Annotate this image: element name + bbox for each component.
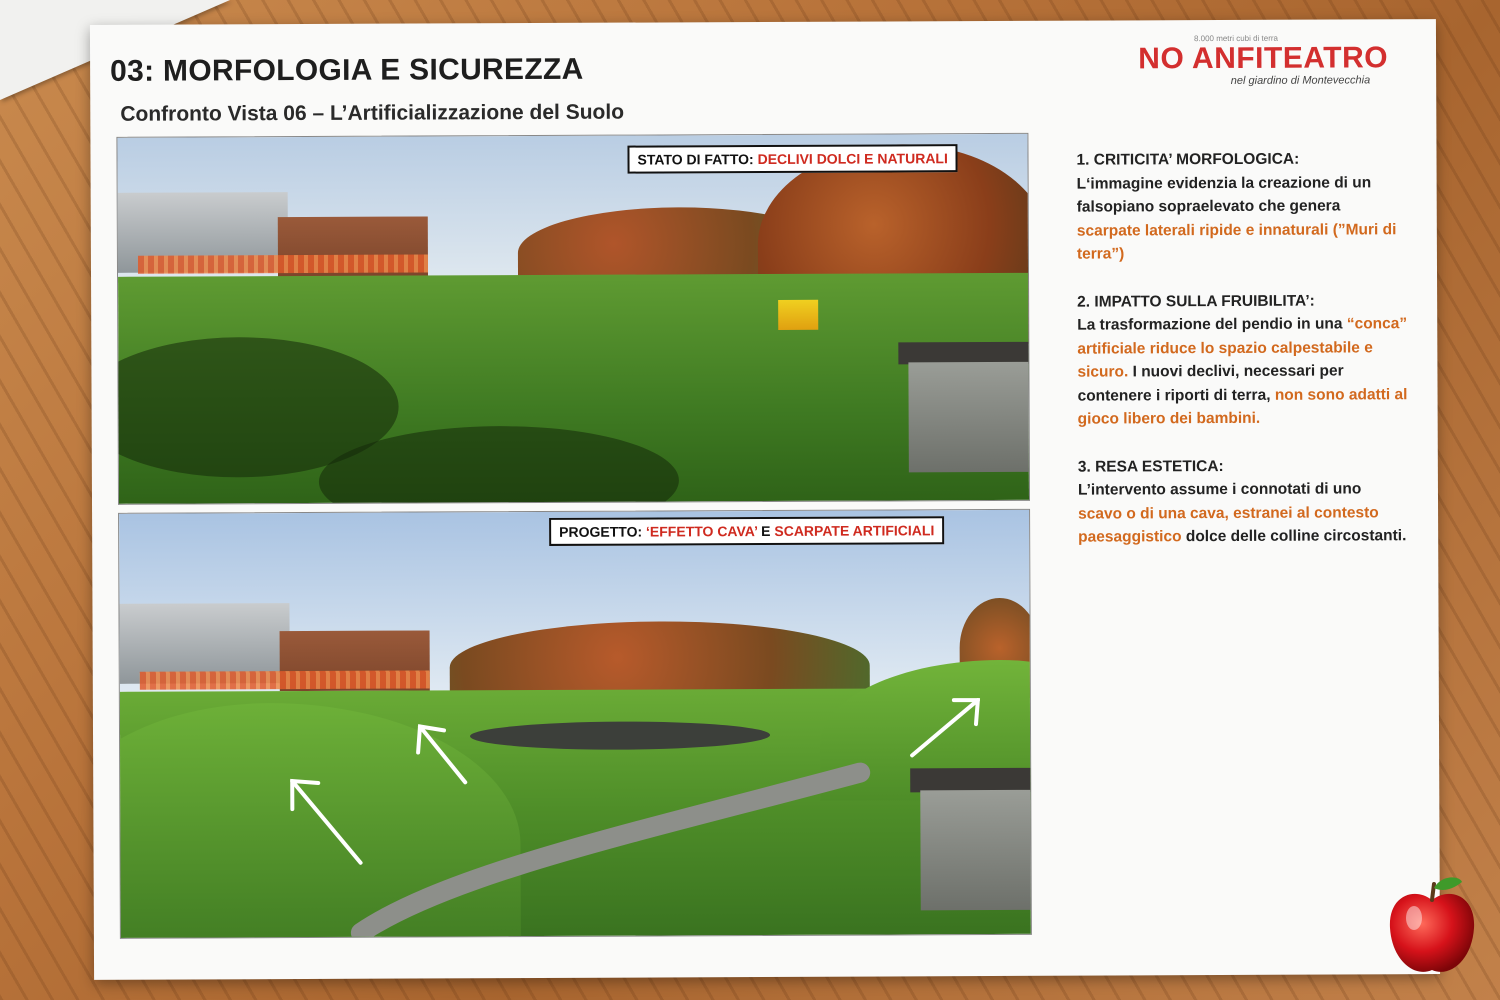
page-subtitle: Confronto Vista 06 – L’Artificializzazione del Suolo xyxy=(120,100,625,126)
note-highlight: scavo o di una cava, estranei al contesto paesaggistico xyxy=(1078,503,1379,546)
label-project xyxy=(549,516,944,546)
note-highlight: non sono adatti al gioco libero dei bambini. xyxy=(1077,385,1408,428)
label-prefix: PROGETTO: xyxy=(559,523,647,540)
photo-current-state xyxy=(116,133,1030,505)
slope-arrows xyxy=(119,510,1031,938)
note-title: 2. IMPATTO SULLA FRUIBILITA’: xyxy=(1077,292,1315,311)
note-impatto xyxy=(1077,289,1408,431)
label-highlight: DECLIVI DOLCI E NATURALI xyxy=(757,150,948,168)
stone-shed xyxy=(908,362,1028,473)
apple-logo-icon xyxy=(1384,872,1480,982)
note-text: L‘immagine evidenzia la creazione di un falsopiano sopraelevato che genera xyxy=(1076,173,1372,216)
label-mid: E xyxy=(757,522,775,540)
label-highlight-slopes: SCARPATE ARTIFICIALI xyxy=(774,522,935,539)
orange-fence xyxy=(138,254,428,273)
playground-slide xyxy=(778,300,818,330)
note-resa-estetica xyxy=(1078,454,1408,549)
note-highlight: scarpate laterali ripide e innaturali (”Muri di terra”) xyxy=(1076,220,1397,263)
note-title: 3. RESA ESTETICA: xyxy=(1077,457,1224,476)
page-title: 03: MORFOLOGIA E SICUREZZA xyxy=(110,52,584,88)
notes-column xyxy=(1076,147,1408,573)
label-current-state xyxy=(627,144,957,173)
brand-tagline: nel giardino di Montevecchia xyxy=(1230,74,1371,87)
poster-sheet xyxy=(90,19,1440,980)
note-text: L’intervento assume i connotati di uno xyxy=(1077,480,1362,499)
note-text: La trasformazione del pendio in una xyxy=(1077,315,1347,334)
note-title: 1. CRITICITA’ MORFOLOGICA: xyxy=(1076,150,1300,169)
brand-logo xyxy=(1138,33,1388,87)
brand-top-line: 8.000 metri cubi di terra xyxy=(1193,33,1279,44)
note-criticita xyxy=(1076,147,1407,266)
shed-roof xyxy=(910,768,1032,793)
note-highlight: “conca” artificiale riduce lo spazio calpestabile e sicuro. xyxy=(1077,315,1408,381)
note-text: I nuovi declivi, necessari per contenere i riporti di terra, xyxy=(1077,362,1344,405)
label-prefix: STATO DI FATTO: xyxy=(637,151,758,168)
stone-shed xyxy=(920,790,1032,911)
photo-project xyxy=(118,509,1032,939)
label-highlight-quarry: ‘EFFETTO CAVA’ xyxy=(645,523,758,540)
brand-name: NO ANFITEATRO xyxy=(1138,41,1389,76)
note-text: dolce delle colline circostanti. xyxy=(1181,527,1407,546)
